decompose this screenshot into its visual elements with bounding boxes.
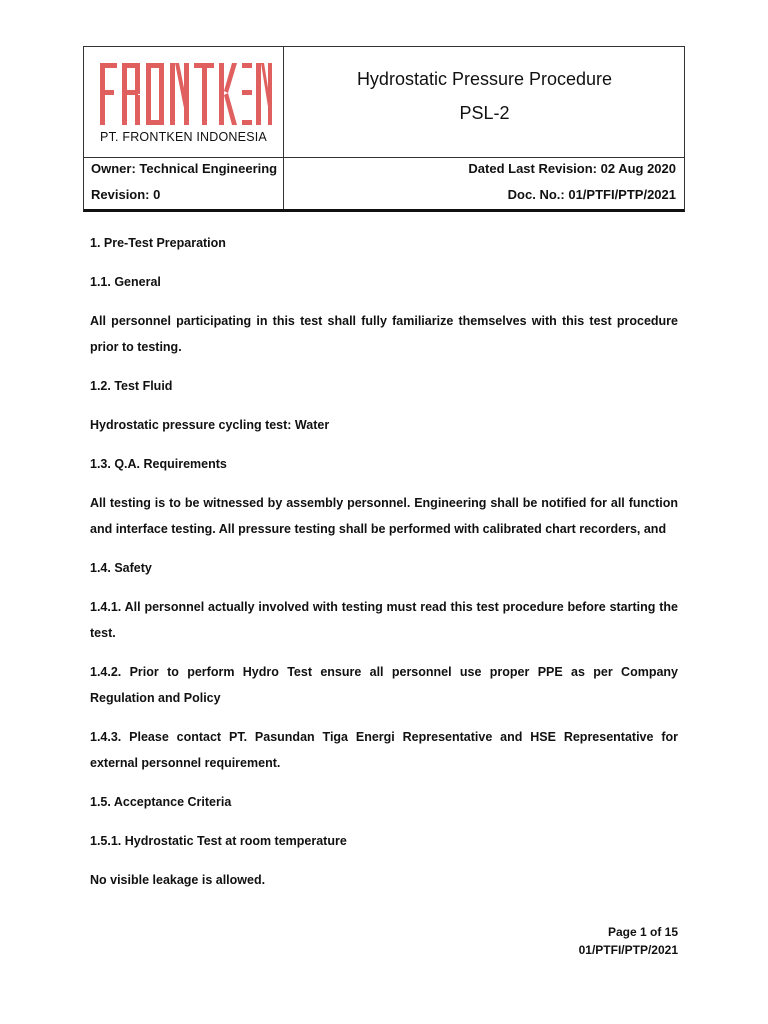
section-heading: 1.3. Q.A. Requirements [90, 457, 227, 471]
header-divider-horizontal [84, 157, 684, 158]
section-heading: 1.2. Test Fluid [90, 379, 173, 393]
frontken-logo [98, 61, 272, 127]
paragraph: No visible leakage is allowed. [90, 873, 266, 887]
paragraph: All personnel participating in this test shall fully familiarize themselves with this test procedure prior to testing. [90, 314, 678, 354]
paragraph: 1.4.3. Please contact PT. Pasundan Tiga Energi Representative and HSE Representative for external personnel requirement. [90, 730, 678, 770]
document-header [83, 46, 685, 212]
page-number: Page 1 of 15 [607, 925, 678, 939]
section-heading: 1.5.1. Hydrostatic Test at room temperature [90, 834, 347, 848]
company-name: PT. FRONTKEN INDONESIA [100, 130, 267, 144]
doc-number-field: Doc. No.: 01/PTFI/PTP/2021 [507, 187, 676, 202]
section-heading: 1.5. Acceptance Criteria [90, 795, 232, 809]
revision-field: Revision: 0 [91, 187, 161, 202]
document-subtitle: PSL-2 [459, 103, 510, 123]
dated-revision-field: Dated Last Revision: 02 Aug 2020 [468, 161, 676, 176]
section-heading: 1. Pre-Test Preparation [90, 236, 226, 250]
section-heading: 1.4. Safety [90, 561, 152, 575]
document-title: Hydrostatic Pressure Procedure [356, 69, 613, 89]
paragraph: 1.4.2. Prior to perform Hydro Test ensure all personnel use proper PPE as per Company Regulation and Policy [90, 665, 678, 705]
section-heading: 1.1. General [90, 275, 161, 289]
paragraph: All testing is to be witnessed by assembly personnel. Engineering shall be notified for all function and interface testing. All pressure testing shall be performed with calibrated chart recorders, and [90, 496, 678, 536]
paragraph: 1.4.1. All personnel actually involved with testing must read this test procedure before starting the test. [90, 600, 678, 640]
paragraph: Hydrostatic pressure cycling test: Water [90, 418, 330, 432]
owner-field: Owner: Technical Engineering [91, 161, 278, 176]
footer-doc-number: 01/PTFI/PTP/2021 [578, 943, 678, 957]
